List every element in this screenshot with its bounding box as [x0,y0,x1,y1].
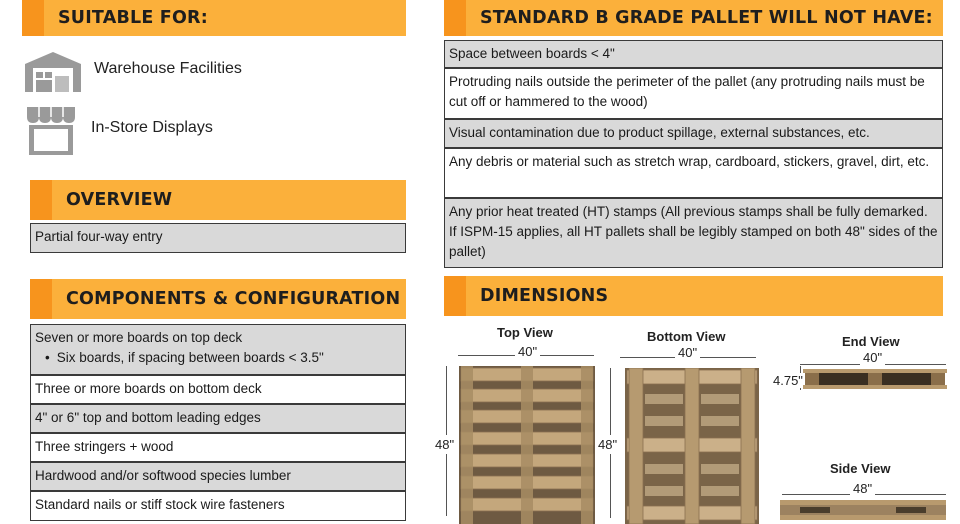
suitable-item-instore: In-Store Displays [91,119,213,136]
will-not-have-row: Protruding nails outside the perimeter of the pallet (any protruding nails must be cut off or hammered to the wood) [444,68,943,119]
overview-row: Partial four-way entry [30,223,406,253]
will-not-have-row: Visual contamination due to product spillage, external substances, etc. [444,119,943,148]
components-header [30,279,406,319]
components-row: 4" or 6" top and bottom leading edges [30,404,406,433]
bottom-view-height: 48" [598,437,618,452]
components-row-text: Seven or more boards on top deck [35,330,243,345]
suitable-header [22,0,406,36]
suitable-item-warehouse: Warehouse Facilities [94,60,242,77]
end-view-width: 40" [860,350,885,365]
end-view-label: End View [842,334,900,349]
header-accent-tab [444,276,466,316]
top-view-width: 40" [515,344,540,359]
overview-header [30,180,406,220]
components-row [30,324,406,375]
components-row-sub: • Six boards, if spacing between boards < 3.5" [45,348,401,368]
will-not-have-header [444,0,943,36]
top-view-height: 48" [435,437,455,452]
suitable-title: SUITABLE FOR: [58,8,208,28]
top-view-label: Top View [497,325,553,340]
end-view-pallet-image [803,369,947,389]
components-row: Three stringers + wood [30,433,406,462]
components-row: Hardwood and/or softwood species lumber [30,462,406,491]
side-view-width: 48" [850,481,875,496]
will-not-have-row: Space between boards < 4" [444,40,943,68]
header-accent-tab [30,180,52,220]
side-view-label: Side View [830,461,891,476]
header-accent-tab [444,0,466,36]
warehouse-icon [23,50,83,94]
will-not-have-title: STANDARD B GRADE PALLET WILL NOT HAVE: [480,8,933,28]
bottom-view-label: Bottom View [647,329,726,344]
components-title: COMPONENTS & CONFIGURATION [66,289,401,309]
dimensions-header [444,276,943,316]
components-row: Three or more boards on bottom deck [30,375,406,404]
top-view-pallet-image [459,366,595,524]
dimensions-title: DIMENSIONS [480,286,609,306]
overview-title: OVERVIEW [66,190,173,210]
bottom-view-width: 40" [675,345,700,360]
components-row: Standard nails or stiff stock wire fasteners [30,491,406,521]
header-accent-tab [30,279,52,319]
bottom-view-pallet-image [625,368,759,524]
end-view-height: 4.75" [773,373,803,388]
will-not-have-row: Any debris or material such as stretch wrap, cardboard, stickers, gravel, dirt, etc. [444,148,943,198]
storefront-icon [25,105,77,157]
header-accent-tab [22,0,44,36]
side-view-pallet-image [780,500,946,520]
will-not-have-row: Any prior heat treated (HT) stamps (All previous stamps shall be fully demarked. If ISPM-15 applies, all HT pallets shall be legibly stamped on both 48" sides of the pallet) [444,198,943,268]
